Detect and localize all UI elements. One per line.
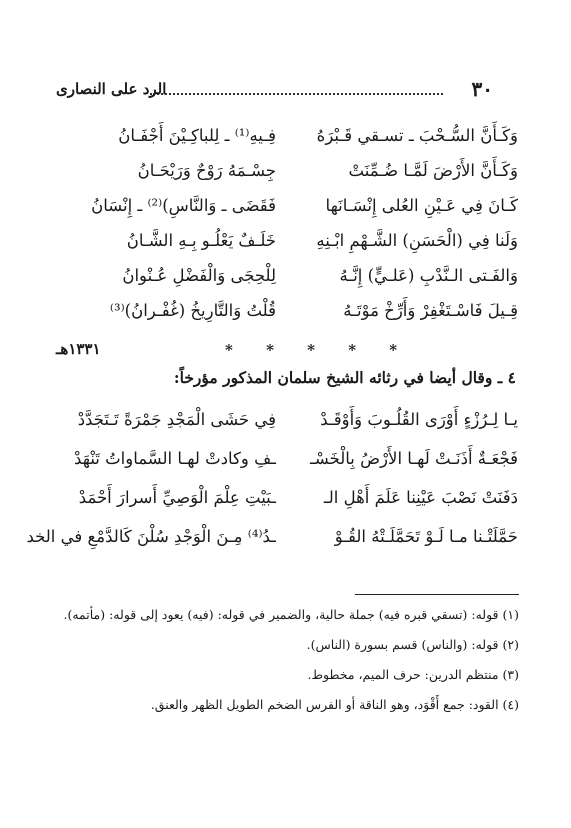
footnote-separator [355,594,519,595]
verse-line [48,188,518,223]
verse-first-half: قِـيلَ فَاسْـتَغْفِرْ وَأَرِّخْ مَوْتَـهُ [343,301,518,320]
footnote: (٣) منتظم الدرين: حرف الميم، مخطوط. [307,667,519,682]
verse-second-half: فَقَضَى ـ وَالنَّاسِ)⁽²⁾ ـ إِنْسَانُ [91,196,276,215]
footnotes [49,608,519,728]
verse-line [48,478,518,517]
verse-line [48,258,518,293]
verse-first-half: فَجْعَـةٌ أَذَنَـتْ لَهـا الأَرْضُ بِالْخَسْـ [310,449,518,468]
verse-line [26,517,518,556]
page-number: ٣٠ [471,77,493,101]
verse-line [48,118,518,153]
verse-line [48,293,518,328]
poem-1 [48,118,518,328]
footnote: (١) قوله: (تسقي قبره فيه) جملة حالية، والضمير في قوله: (فيه) يعود إلى قوله: (مأتمه). [63,607,519,622]
running-title: الرد على النصارى [56,80,167,98]
poem-2 [26,400,518,556]
footnote: (٢) قوله: (والناس) قسم بسورة (الناس). [306,637,519,652]
verse-line [48,439,518,478]
section-ornament: * * * * * [225,341,412,359]
section-intro: ٤ ـ وقال أيضا في رثائه الشيخ سلمان المذكور مؤرخاً: [173,368,516,387]
verse-second-half: خَلَـفٌ يَعْلُـو بِـهِ الشَّـانُ [126,231,276,250]
verse-line [48,153,518,188]
verse-second-half: ـبَيْتِ عِلْمَ الْوَصِيِّ أَسرارَ أَحْمَدْ [78,488,276,507]
verse-line [48,400,518,439]
verse-line [48,223,518,258]
verse-first-half: وَالفَـتى الـنَّدْبِ (عَلـيٍّ) إِنَّـهُ [339,266,518,285]
verse-second-half: جِسْـمَهُ رَوْحٌ وَرَيْحَـانُ [137,161,276,180]
verse-first-half: كَـانَ فِي عَـيْنِ العُلى إِنْسَـانَها [325,196,518,215]
verse-first-half: وَكَـأَنَّ السُّـحْبَ ـ تسـقي قَـبْرَهُ [316,126,518,145]
verse-first-half: دَفَنَتْ نَصْبَ عَيْنِنا عَلَمَ أَهْلِ الـ [323,488,518,507]
verse-first-half: حَمَّلَتْـنا مـا لَـوْ تَحَمَّلَـتْهُ القُـوْ [334,527,518,546]
verse-second-half: ـفِ وكادتْ لهـا السَّماواتُ تَنْهَدْ [74,449,276,468]
verse-second-half: فِي حَشَى الْمَجْدِ جَمْرَةً تَـتَجَدَّدْ [77,410,276,429]
verse-second-half: فِـيهِ⁽¹⁾ ـ لِلباكِـيْنَ أَجْفَـانُ [118,126,276,145]
verse-second-half: قُلْتُ وَالتَّارِيخُ (غُفْـرانُ)⁽³⁾ [109,301,276,320]
verse-first-half: وَلَنا فِي (الْحَسَنِ) الشَّـهْمِ ابْـنِهِ [316,231,518,250]
verse-second-half: ـدُ⁽⁴⁾ مِـنَ الْوَجْدِ سُلْنَ كَالدَّمْعِ في الخد [26,527,276,546]
verse-second-half: لِلْحِجَى وَالْفَضْلِ عُـنْوانُ [122,266,276,285]
verse-first-half: يـا لِـرُزْءٍ أَوْرَى القُلُـوبَ وَأَوْقَـدْ [320,410,518,429]
footnote: (٤) القود: جمع أَقْوَد، وهو الناقة أو الفرس الضخم الطويل الظهر والعنق. [150,697,519,712]
header-dotted-rule [150,93,443,95]
hijri-date-note: ١٣٣١هـ [56,340,101,358]
verse-first-half: وَكَـأَنَّ الأَرْضَ لَمَّـا ضُـمِّنَتْ [348,161,518,180]
